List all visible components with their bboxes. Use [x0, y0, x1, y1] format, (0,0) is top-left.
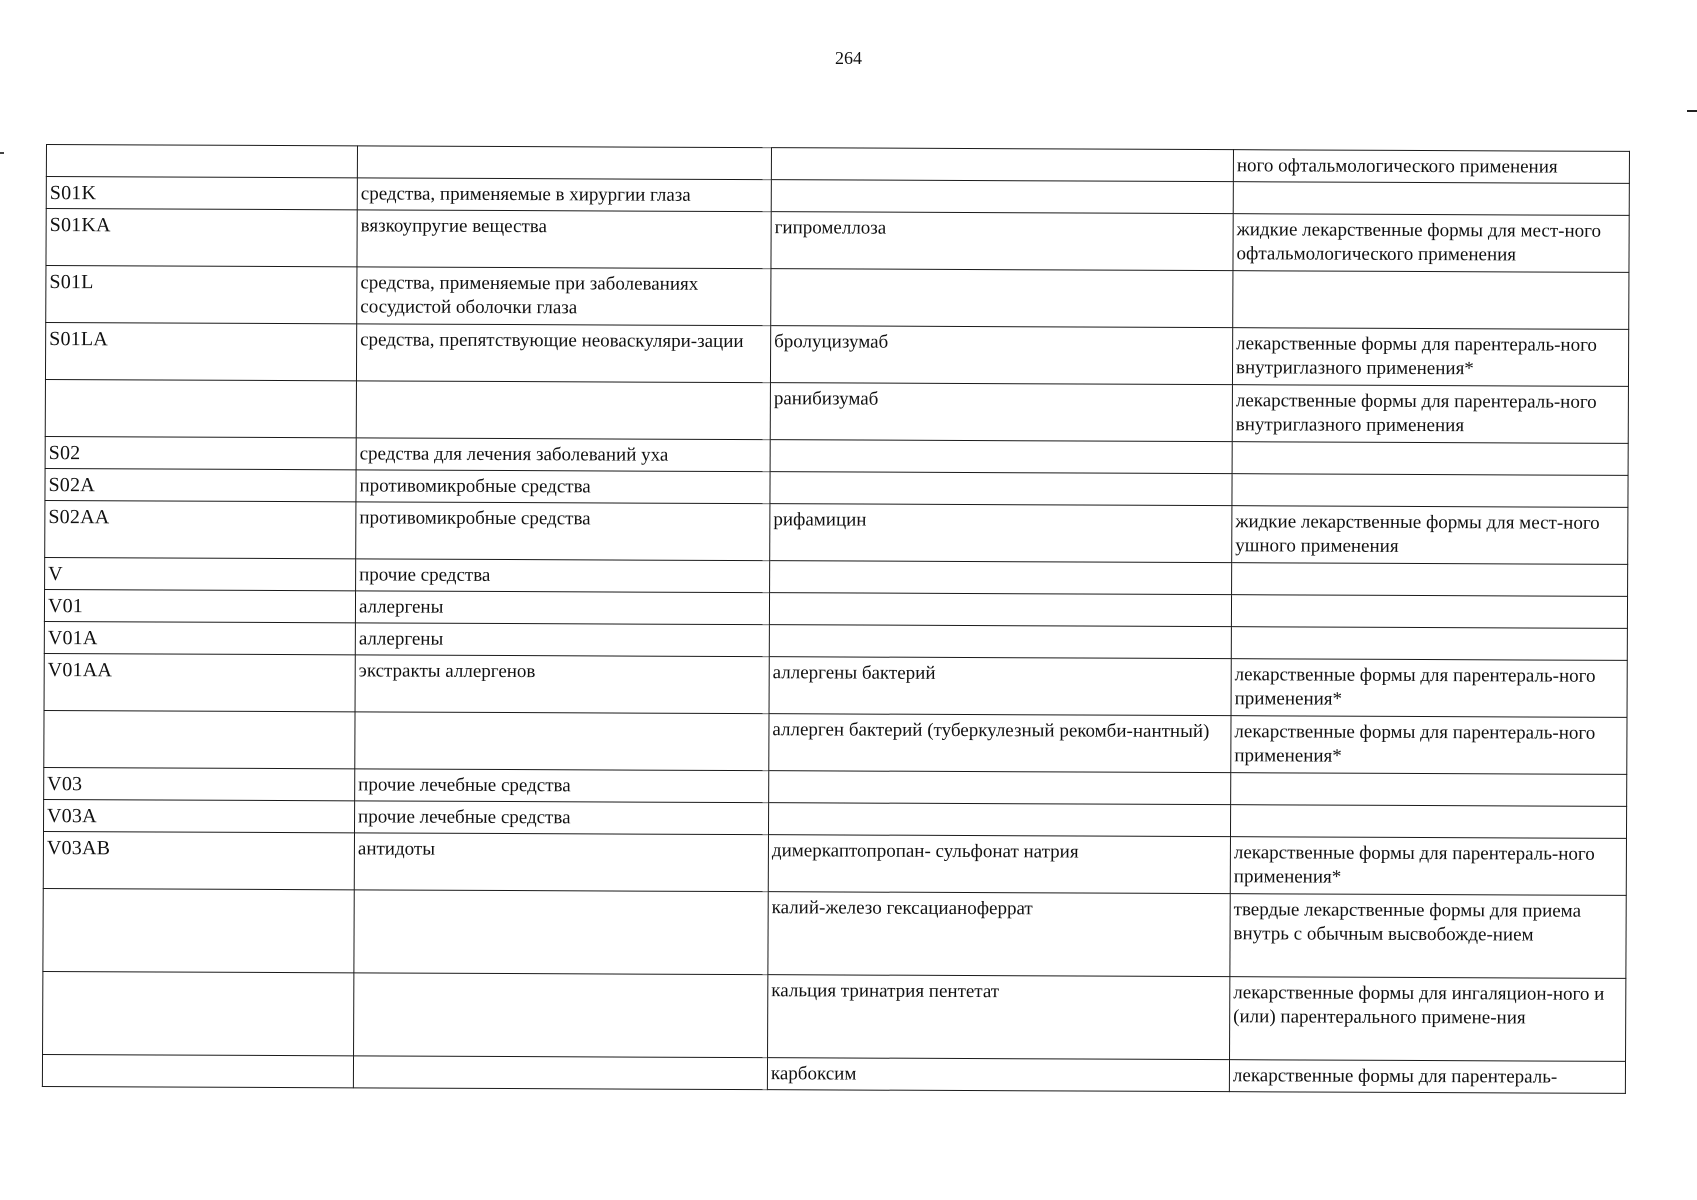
dosage-form-cell: лекарственные формы для парентераль-ного применения*	[1231, 659, 1627, 718]
atc-code-cell	[42, 1054, 353, 1087]
anatomical-group-cell: прочие лечебные средства	[355, 769, 769, 803]
anatomical-group-cell: аллергены	[355, 591, 769, 625]
anatomical-group-cell: средства, применяемые при заболеваниях сосудистой оболочки глаза	[357, 267, 771, 326]
table-row	[42, 1054, 1625, 1093]
table-row	[45, 500, 1628, 564]
drug-name-cell	[769, 771, 1231, 805]
table-body	[42, 145, 1629, 1094]
anatomical-group-cell: противомикробные средства	[356, 470, 770, 504]
edge-mark	[0, 152, 4, 154]
dosage-form-cell	[1231, 627, 1627, 661]
drug-name-cell	[768, 803, 1230, 837]
atc-code-cell: V03	[44, 767, 355, 800]
atc-code-cell: V03AB	[43, 831, 354, 889]
dosage-form-cell: лекарственные формы для парентераль-	[1229, 1060, 1625, 1094]
anatomical-group-cell: средства, применяемые в хирургии глаза	[357, 178, 771, 212]
anatomical-group-cell: экстракты аллергенов	[355, 655, 769, 714]
atc-code-cell: S01LA	[45, 323, 356, 381]
drug-name-cell: калий-железо гексацианоферрат	[768, 892, 1230, 977]
atc-code-cell: S01K	[46, 177, 357, 210]
dosage-form-cell: лекарственные формы для ингаляцион-ного и (или) парентерального примене-ния	[1230, 977, 1626, 1062]
table-row	[43, 888, 1626, 978]
anatomical-group-cell: аллергены	[355, 623, 769, 657]
atc-code-cell: S01L	[46, 266, 357, 324]
drug-name-cell	[770, 440, 1232, 474]
drug-name-cell: ранибизумаб	[770, 383, 1232, 442]
atc-code-cell: S01KA	[46, 209, 357, 267]
page-number: 264	[835, 48, 862, 68]
dosage-form-cell	[1232, 442, 1628, 476]
drug-name-cell: рифамицин	[770, 504, 1232, 563]
atc-code-cell: V01AA	[44, 653, 355, 711]
drug-name-cell: аллерген бактерий (туберкулезный рекомби-нантный)	[769, 714, 1231, 773]
table-row	[45, 323, 1628, 387]
drug-name-cell: димеркаптопропан- сульфонат натрия	[768, 835, 1230, 894]
edge-mark	[1687, 110, 1697, 112]
drug-name-cell: кальция тринатрия пентетат	[768, 975, 1230, 1060]
drug-name-cell: аллергены бактерий	[769, 657, 1231, 716]
dosage-form-cell: ного офтальмологического применения	[1233, 150, 1629, 184]
dosage-form-cell	[1231, 595, 1627, 629]
atc-code-cell	[46, 145, 357, 178]
atc-code-cell	[43, 971, 354, 1055]
anatomical-group-cell: средства, препятствующие неоваскуляри-зации	[356, 324, 770, 383]
drug-name-cell	[771, 148, 1233, 182]
anatomical-group-cell: прочие лечебные средства	[354, 801, 768, 835]
dosage-form-cell: лекарственные формы для парентераль-ного применения*	[1230, 837, 1626, 896]
dosage-form-cell	[1233, 271, 1629, 330]
drug-name-cell	[771, 269, 1233, 328]
anatomical-group-cell: вязкоупругие вещества	[357, 210, 771, 269]
anatomical-group-cell: прочие средства	[356, 559, 770, 593]
anatomical-group-cell	[357, 146, 771, 180]
anatomical-group-cell: противомикробные средства	[356, 502, 770, 561]
drug-name-cell	[769, 625, 1231, 659]
atc-code-cell: V	[45, 557, 356, 590]
drug-name-cell	[770, 472, 1232, 506]
atc-code-cell	[43, 888, 354, 972]
drug-name-cell	[769, 593, 1231, 627]
dosage-form-cell: лекарственные формы для парентераль-ного внутриглазного применения	[1232, 385, 1628, 444]
anatomical-group-cell	[354, 973, 768, 1058]
table-row	[45, 379, 1628, 443]
atc-code-cell: V01A	[44, 621, 355, 654]
dosage-form-cell: лекарственные формы для парентераль-ного применения*	[1231, 716, 1627, 775]
anatomical-group-cell	[356, 381, 770, 440]
anatomical-group-cell	[353, 1056, 767, 1090]
dosage-form-cell	[1233, 182, 1629, 216]
atc-code-cell: V03A	[44, 799, 355, 832]
anatomical-group-cell	[354, 890, 768, 975]
atc-code-cell: S02A	[45, 468, 356, 501]
table-row	[43, 971, 1626, 1061]
drug-name-cell	[770, 561, 1232, 595]
dosage-form-cell	[1230, 805, 1626, 839]
atc-code-cell: V01	[44, 589, 355, 622]
dosage-form-cell	[1232, 474, 1628, 508]
table-row	[44, 653, 1627, 717]
atc-code-cell: S02AA	[45, 500, 356, 558]
atc-code-cell	[44, 710, 355, 768]
table-row	[46, 209, 1629, 273]
dosage-form-cell: жидкие лекарственные формы для мест-ного ушного применения	[1232, 506, 1628, 565]
anatomical-group-cell: антидоты	[354, 833, 768, 892]
atc-code-cell	[45, 379, 356, 437]
table-row	[44, 710, 1627, 774]
anatomical-group-cell: средства для лечения заболеваний уха	[356, 438, 770, 472]
dosage-form-cell: лекарственные формы для парентераль-ного внутриглазного применения*	[1232, 328, 1628, 387]
table-row	[46, 266, 1629, 330]
drug-name-cell: карбоксим	[767, 1058, 1229, 1092]
table-row	[43, 831, 1626, 895]
atc-code-cell: S02	[45, 436, 356, 469]
dosage-form-cell	[1231, 773, 1627, 807]
dosage-form-cell: жидкие лекарственные формы для мест-ного офтальмологического применения	[1233, 214, 1629, 273]
drug-name-cell	[771, 180, 1233, 214]
drug-list-table	[42, 144, 1630, 1094]
dosage-form-cell	[1232, 563, 1628, 597]
drug-name-cell: бролуцизумаб	[770, 326, 1232, 385]
anatomical-group-cell	[355, 712, 769, 771]
drug-name-cell: гипромеллоза	[771, 212, 1233, 271]
dosage-form-cell: твердые лекарственные формы для приема внутрь с обычным высвобожде-нием	[1230, 894, 1626, 979]
